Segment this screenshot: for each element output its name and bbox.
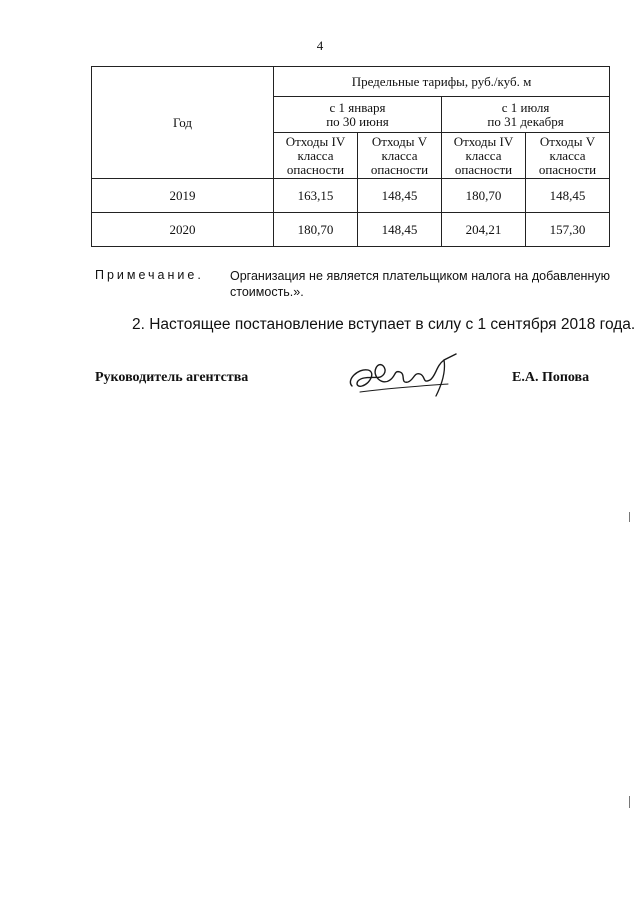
effective-date-clause: 2. Настоящее постановление вступает в силу с 1 сентября 2018 года.: [132, 316, 636, 333]
value-cell: 180,70: [274, 213, 358, 247]
signatory-name: Е.А. Попова: [512, 370, 590, 385]
table-row: [92, 213, 610, 247]
period-line2: по 30 июня: [326, 113, 389, 129]
value-cell: 148,45: [358, 213, 442, 247]
class-line2: класса: [549, 147, 586, 163]
scan-edge-mark: [629, 512, 630, 522]
page-number: 4: [316, 38, 324, 53]
class-line3: опасности: [454, 161, 513, 177]
tariff-header: Предельные тарифы, руб./куб. м: [274, 67, 610, 97]
class-header-iv-h1: [274, 133, 358, 179]
period-line2: по 31 декабря: [487, 113, 564, 129]
class-line1: Отходы IV: [453, 133, 514, 149]
value-cell: 180,70: [442, 179, 526, 213]
class-line3: опасности: [538, 161, 597, 177]
scan-edge-mark: [629, 796, 630, 808]
class-line3: опасности: [286, 161, 345, 177]
period-header-second-half: [442, 97, 610, 133]
class-header-iv-h2: [442, 133, 526, 179]
class-line2: класса: [297, 147, 334, 163]
note-text: Организация не является плательщиком налога на добавленную стоимость.».: [230, 269, 610, 299]
value-cell: 148,45: [526, 179, 610, 213]
class-header-v-h2: [526, 133, 610, 179]
year-column-header: Год: [92, 67, 274, 179]
value-cell: 163,15: [274, 179, 358, 213]
class-line3: опасности: [370, 161, 429, 177]
period-line1: с 1 января: [329, 99, 386, 115]
class-line1: Отходы V: [539, 133, 596, 149]
signatory-title: Руководитель агентства: [95, 370, 249, 385]
class-header-v-h1: [358, 133, 442, 179]
tariff-table: [91, 66, 610, 247]
class-line1: Отходы IV: [285, 133, 346, 149]
note-label: Примечание.: [95, 268, 204, 282]
class-line1: Отходы V: [371, 133, 428, 149]
value-cell: 148,45: [358, 179, 442, 213]
class-line2: класса: [465, 147, 502, 163]
class-line2: класса: [381, 147, 418, 163]
table-row: [92, 179, 610, 213]
year-cell: 2019: [92, 179, 274, 213]
period-line1: с 1 июля: [501, 99, 550, 115]
value-cell: 157,30: [526, 213, 610, 247]
handwritten-signature: [340, 350, 470, 402]
period-header-first-half: [274, 97, 442, 133]
value-cell: 204,21: [442, 213, 526, 247]
year-cell: 2020: [92, 213, 274, 247]
